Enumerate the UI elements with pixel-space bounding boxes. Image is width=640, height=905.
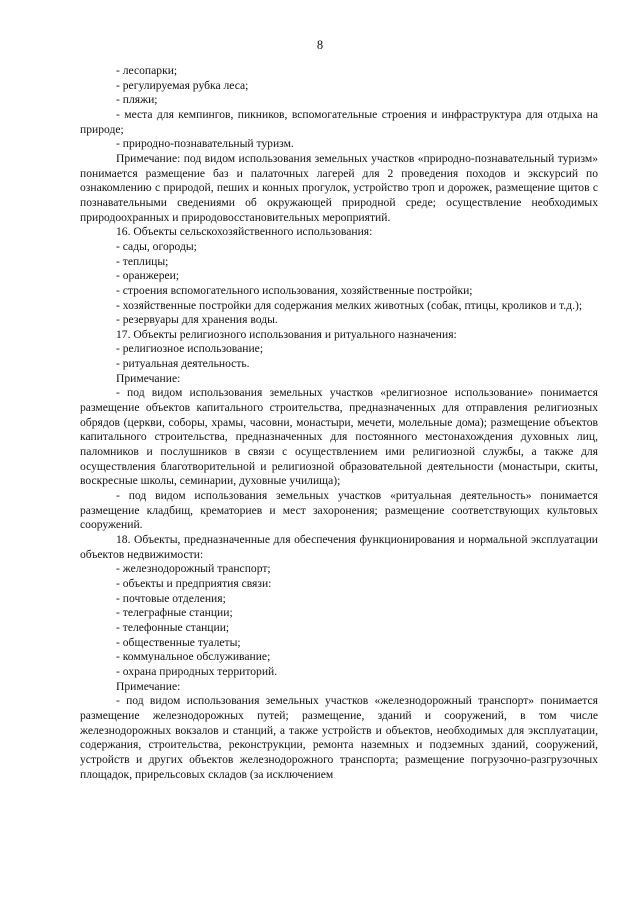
paragraph-item-logging: - регулируемая рубка леса; <box>116 78 249 92</box>
paragraph-item-forest-parks: - лесопарки; <box>116 64 178 77</box>
paragraph-item-camping: - места для кемпингов, пикников, вспомогательные строения и инфраструктура для отдыха на природе; <box>80 107 598 136</box>
section-heading-16: 16. Объекты сельскохозяйственного использования: <box>116 225 373 239</box>
paragraph-item-ritual-activity: - ритуальная деятельность. <box>116 357 250 371</box>
paragraph-item-orangeries: - оранжереи; <box>116 269 180 283</box>
document-body <box>80 64 598 782</box>
paragraph-item-eco-tourism: - природно-познавательный туризм. <box>116 137 294 151</box>
paragraph-item-greenhouses: - теплицы; <box>116 254 169 268</box>
paragraph-item-toilets: - общественные туалеты; <box>116 635 241 649</box>
paragraph-item-beaches: - пляжи; <box>116 93 158 107</box>
paragraph-item-gardens: - сады, огороды; <box>116 239 197 253</box>
page-number: 8 <box>316 38 324 52</box>
paragraph-item-railway: - железнодорожный транспорт; <box>116 562 271 576</box>
paragraph-note-religious-use: - под видом использования земельных участков «религиозное использование» понимается размещение объектов капитального строительства, предназначенных для отправления религиозных обрядов (церкви, соборы, храмы, часовни, монастыри, мечети, молельные дома); размещение объектов капитального строительства, предназначенных для постоянного местонахождения духовных лиц, паломников и послушников в связи с осуществлением ими религиозной службы, а также для осуществления благотворительной и религиозной образовательной деятельности (монастыри, скиты, воскресные школы, семинарии, духовные училища); <box>80 386 598 488</box>
paragraph-item-telegraph: - телеграфные станции; <box>116 606 233 620</box>
paragraph-note-railway: - под видом использования земельных участков «железнодорожный транспорт» понимается размещение железнодорожных путей; размещение, зданий и сооружений, в том числе железнодорожных вокзалов и станций, а также устройств и объектов, необходимых для эксплуатации, содержания, строительства, реконструкции, ремонта наземных и подземных зданий, сооружений, устройств и других объектов железнодорожного транспорта; размещение погрузочно-разгрузочных площадок, прирельсовых складов (за исключением <box>80 694 598 781</box>
paragraph-note-eco-tourism: Примечание: под видом использования земельных участков «природно-познавательный туризм» понимается размещение баз и палаточных лагерей для 2 проведения походов и экскурсий по ознакомлению с природой, пеших и конных прогулок, устройство троп и дорожек, размещение щитов с познавательными сведениями об окружающей природной среде; осуществление необходимых природоохранных и природовосстановительных мероприятий. <box>80 151 598 224</box>
paragraph-item-communications: - объекты и предприятия связи: <box>116 576 272 590</box>
paragraph-item-animal-buildings: - хозяйственные постройки для содержания мелких животных (собак, птицы, кроликов и т.д.); <box>116 298 583 312</box>
paragraph-note-label-18: Примечание: <box>116 679 181 693</box>
paragraph-item-utilities: - коммунальное обслуживание; <box>116 650 271 664</box>
paragraph-item-religious-use: - религиозное использование; <box>116 342 264 356</box>
paragraph-item-post-offices: - почтовые отделения; <box>116 591 226 605</box>
paragraph-item-nature-protection: - охрана природных территорий. <box>116 664 278 678</box>
paragraph-item-water-tanks: - резервуары для хранения воды. <box>116 313 278 327</box>
paragraph-note-label-17: Примечание: <box>116 371 181 385</box>
paragraph-item-auxiliary-buildings: - строения вспомогательного использования, хозяйственные постройки; <box>116 283 473 297</box>
section-heading-18: 18. Объекты, предназначенные для обеспечения функционирования и нормальной эксплуатации объектов недвижимости: <box>80 533 598 561</box>
paragraph-item-telephone: - телефонные станции; <box>116 620 230 634</box>
paragraph-note-ritual-activity: - под видом использования земельных участков «ритуальная деятельность» понимается размещение кладбищ, крематориев и мест захоронения; размещение соответствующих культовых сооружений. <box>80 489 598 532</box>
section-heading-17: 17. Объекты религиозного использования и ритуального назначения: <box>116 327 457 341</box>
